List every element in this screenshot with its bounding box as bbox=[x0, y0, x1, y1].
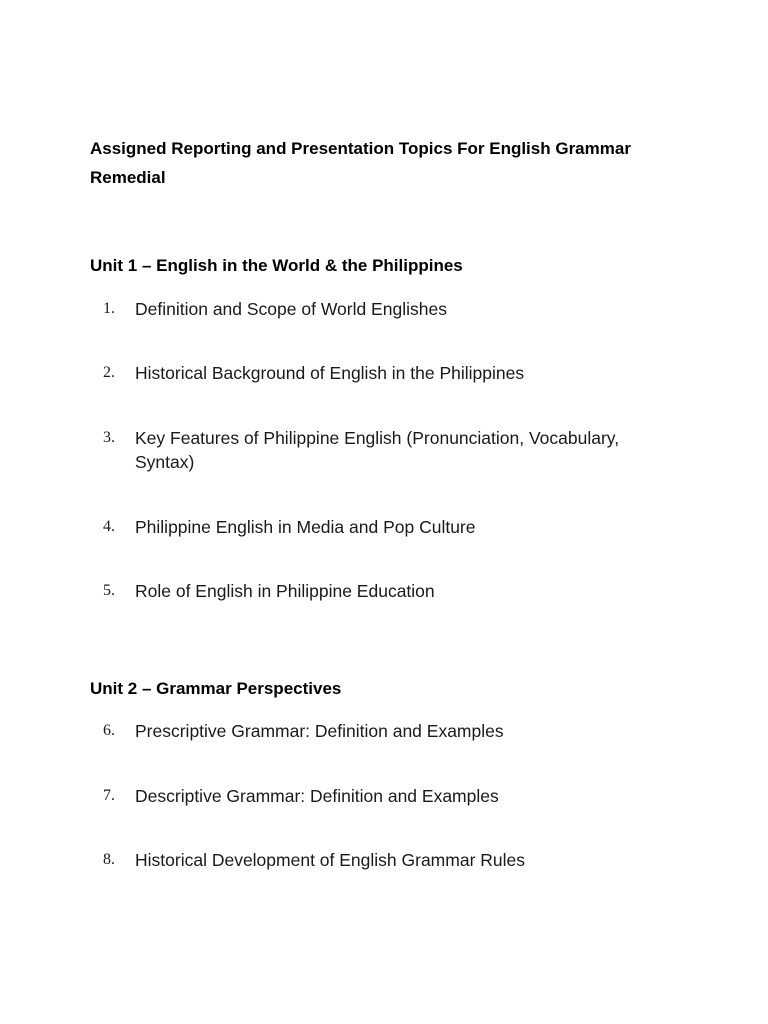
list-item-text: Definition and Scope of World Englishes bbox=[135, 299, 447, 319]
list-item-number: 3. bbox=[103, 429, 115, 446]
list-item bbox=[90, 426, 650, 474]
list-item-text: Historical Development of English Grammar Rules bbox=[135, 850, 525, 870]
list-item-text: Historical Background of English in the Philippines bbox=[135, 363, 525, 383]
list-item-text: Prescriptive Grammar: Definition and Examples bbox=[135, 721, 504, 741]
list-item-number: 4. bbox=[103, 518, 115, 535]
document-title: Assigned Reporting and Presentation Topics For English Grammar Remedial bbox=[90, 139, 631, 187]
list-item-number: 2. bbox=[103, 364, 115, 381]
list-item bbox=[90, 848, 650, 872]
list-item-number: 8. bbox=[103, 851, 115, 868]
list-item bbox=[90, 515, 650, 539]
list-item-text: Descriptive Grammar: Definition and Examples bbox=[135, 786, 499, 806]
list-item-number: 6. bbox=[103, 722, 115, 739]
list-item-text: Key Features of Philippine English (Pronunciation, Vocabulary, Syntax) bbox=[135, 428, 620, 472]
list-item bbox=[90, 361, 650, 385]
list-item-number: 5. bbox=[103, 582, 115, 599]
list-item bbox=[90, 297, 650, 321]
list-item bbox=[90, 719, 650, 743]
list-item bbox=[90, 784, 650, 808]
list-item-number: 1. bbox=[103, 300, 115, 317]
unit-1-heading: Unit 1 – English in the World & the Philippines bbox=[90, 256, 463, 275]
list-item-text: Philippine English in Media and Pop Culture bbox=[135, 517, 476, 537]
list-item-text: Role of English in Philippine Education bbox=[135, 581, 435, 601]
unit-2-heading: Unit 2 – Grammar Perspectives bbox=[90, 679, 342, 698]
list-item-number: 7. bbox=[103, 787, 115, 804]
list-item bbox=[90, 579, 650, 603]
